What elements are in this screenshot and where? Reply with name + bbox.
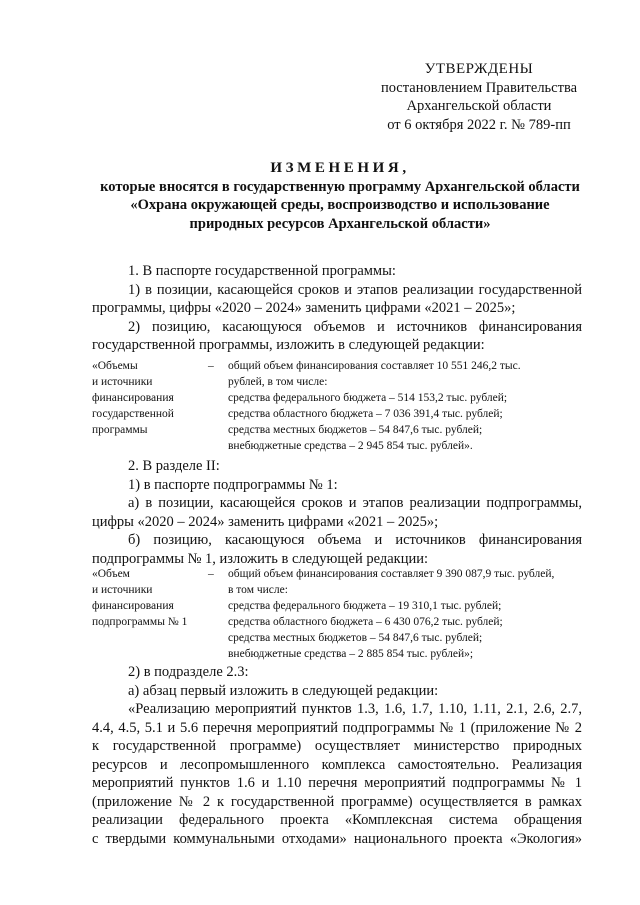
table-cell-line: «Объемы — [92, 360, 138, 372]
paragraph-line: программы, цифры «2020 – 2024» заменить цифрами «2021 – 2025»; — [92, 300, 516, 316]
approval-line: Архангельской области — [406, 98, 552, 114]
paragraph-line: 1) в позиции, касающейся сроков и этапов реализации государственной — [128, 281, 582, 298]
table-cell-line: подпрограммы № 1 — [92, 616, 188, 628]
table-cell-line: государственной — [92, 408, 174, 420]
paragraph-line: 4.4, 4.5, 5.1 и 5.6 перечня мероприятий подпрограммы № 1 (приложение № 2 — [92, 719, 582, 736]
table-cell-line: и источники — [92, 584, 153, 596]
table-cell-line: финансирования — [92, 392, 174, 404]
financing-table-2 — [92, 566, 592, 666]
paragraph-line: 2) в подразделе 2.3: — [128, 664, 249, 680]
approval-line: от 6 октября 2022 г. № 789-пп — [387, 116, 571, 133]
table-label-column — [92, 358, 222, 438]
table-dash: – — [208, 360, 214, 372]
section-1 — [92, 262, 582, 355]
paragraph-line: (приложение № 2 к государственной программе) осуществляется в рамках — [92, 793, 582, 810]
table-cell-line: средства местных бюджетов – 54 847,6 тыс. рублей; — [228, 632, 483, 644]
table-dash: – — [208, 568, 214, 580]
paragraph-line: а) в позиции, касающейся сроков и этапов реализации подпрограммы, — [128, 495, 582, 511]
table-cell-line: общий объем финансирования составляет 9 390 087,9 тыс. рублей, — [228, 568, 555, 580]
table-cell-line: рублей, в том числе: — [228, 376, 328, 388]
paragraph-line: с твердыми коммунальными отходами» национального проекта «Экология» — [92, 830, 582, 847]
title-line: природных ресурсов Архангельской области» — [189, 215, 491, 232]
table-cell-line: внебюджетные средства – 2 945 854 тыс. рублей». — [228, 440, 473, 452]
table-cell-line: средства местных бюджетов – 54 847,6 тыс. рублей; — [228, 424, 483, 436]
table-cell-line: внебюджетные средства – 2 885 854 тыс. рублей»; — [228, 648, 474, 660]
financing-table-1 — [92, 358, 592, 458]
approval-heading: УТВЕРЖДЕНЫ — [424, 61, 534, 77]
table-cell-line: средства областного бюджета – 7 036 391,4 тыс. рублей; — [228, 408, 503, 420]
paragraph-line: к государственной программе) осуществляет министерство природных — [92, 738, 582, 754]
paragraph-line: а) абзац первый изложить в следующей редакции: — [128, 682, 439, 699]
approval-stamp — [372, 60, 586, 134]
paragraph-line: государственной программы, изложить в следующей редакции: — [92, 337, 485, 353]
table-cell-line: общий объем финансирования составляет 10 551 246,2 тыс. — [228, 360, 521, 372]
paragraph-line: подпрограммы № 1, изложить в следующей редакции: — [92, 550, 428, 567]
table-cell-line: и источники — [92, 376, 153, 388]
table-cell-line: программы — [92, 424, 148, 436]
table-cell-line: «Объем — [92, 568, 130, 580]
paragraph-line: реализации федерального проекта «Комплексная система обращения — [92, 812, 582, 828]
paragraph-line: цифры «2020 – 2024» заменить цифрами «2021 – 2025»; — [92, 513, 439, 530]
table-value-column — [228, 566, 598, 662]
paragraph-line: 1. В паспорте государственной программы: — [128, 263, 396, 279]
table-cell-line: средства федерального бюджета – 19 310,1 тыс. рублей; — [228, 600, 502, 612]
table-cell-line: средства федерального бюджета – 514 153,2 тыс. рублей; — [228, 392, 508, 404]
document-title — [60, 159, 620, 233]
approval-line: постановлением Правительства — [380, 79, 578, 96]
table-value-column — [228, 358, 598, 454]
paragraph-line: 2) позицию, касающуюся объемов и источников финансирования — [128, 318, 582, 335]
title-line: «Охрана окружающей среды, воспроизводство и использование — [130, 197, 550, 213]
table-cell-line: средства областного бюджета – 6 430 076,2 тыс. рублей; — [228, 616, 503, 628]
section-3 — [92, 663, 582, 848]
title-heading: ИЗМЕНЕНИЯ, — [270, 160, 410, 176]
section-2 — [92, 457, 582, 568]
paragraph-line: 2. В разделе II: — [128, 458, 220, 474]
table-label-column — [92, 566, 222, 630]
paragraph-line: б) позицию, касающуюся объема и источников финансирования — [128, 532, 582, 548]
title-line: которые вносятся в государственную программу Архангельской области — [100, 178, 580, 195]
table-cell-line: финансирования — [92, 600, 174, 612]
paragraph-line: «Реализацию мероприятий пунктов 1.3, 1.6, 1.7, 1.10, 1.11, 2.1, 2.6, 2.7, — [128, 701, 582, 717]
paragraph-line: мероприятий пунктов 1.6 и 1.10 перечня мероприятий подпрограммы № 1 — [92, 775, 582, 791]
paragraph-line: 1) в паспорте подпрограммы № 1: — [128, 476, 338, 493]
paragraph-line: ресурсов и лесопромышленного комплекса самостоятельно. Реализация — [92, 756, 582, 773]
table-cell-line: в том числе: — [228, 584, 288, 596]
